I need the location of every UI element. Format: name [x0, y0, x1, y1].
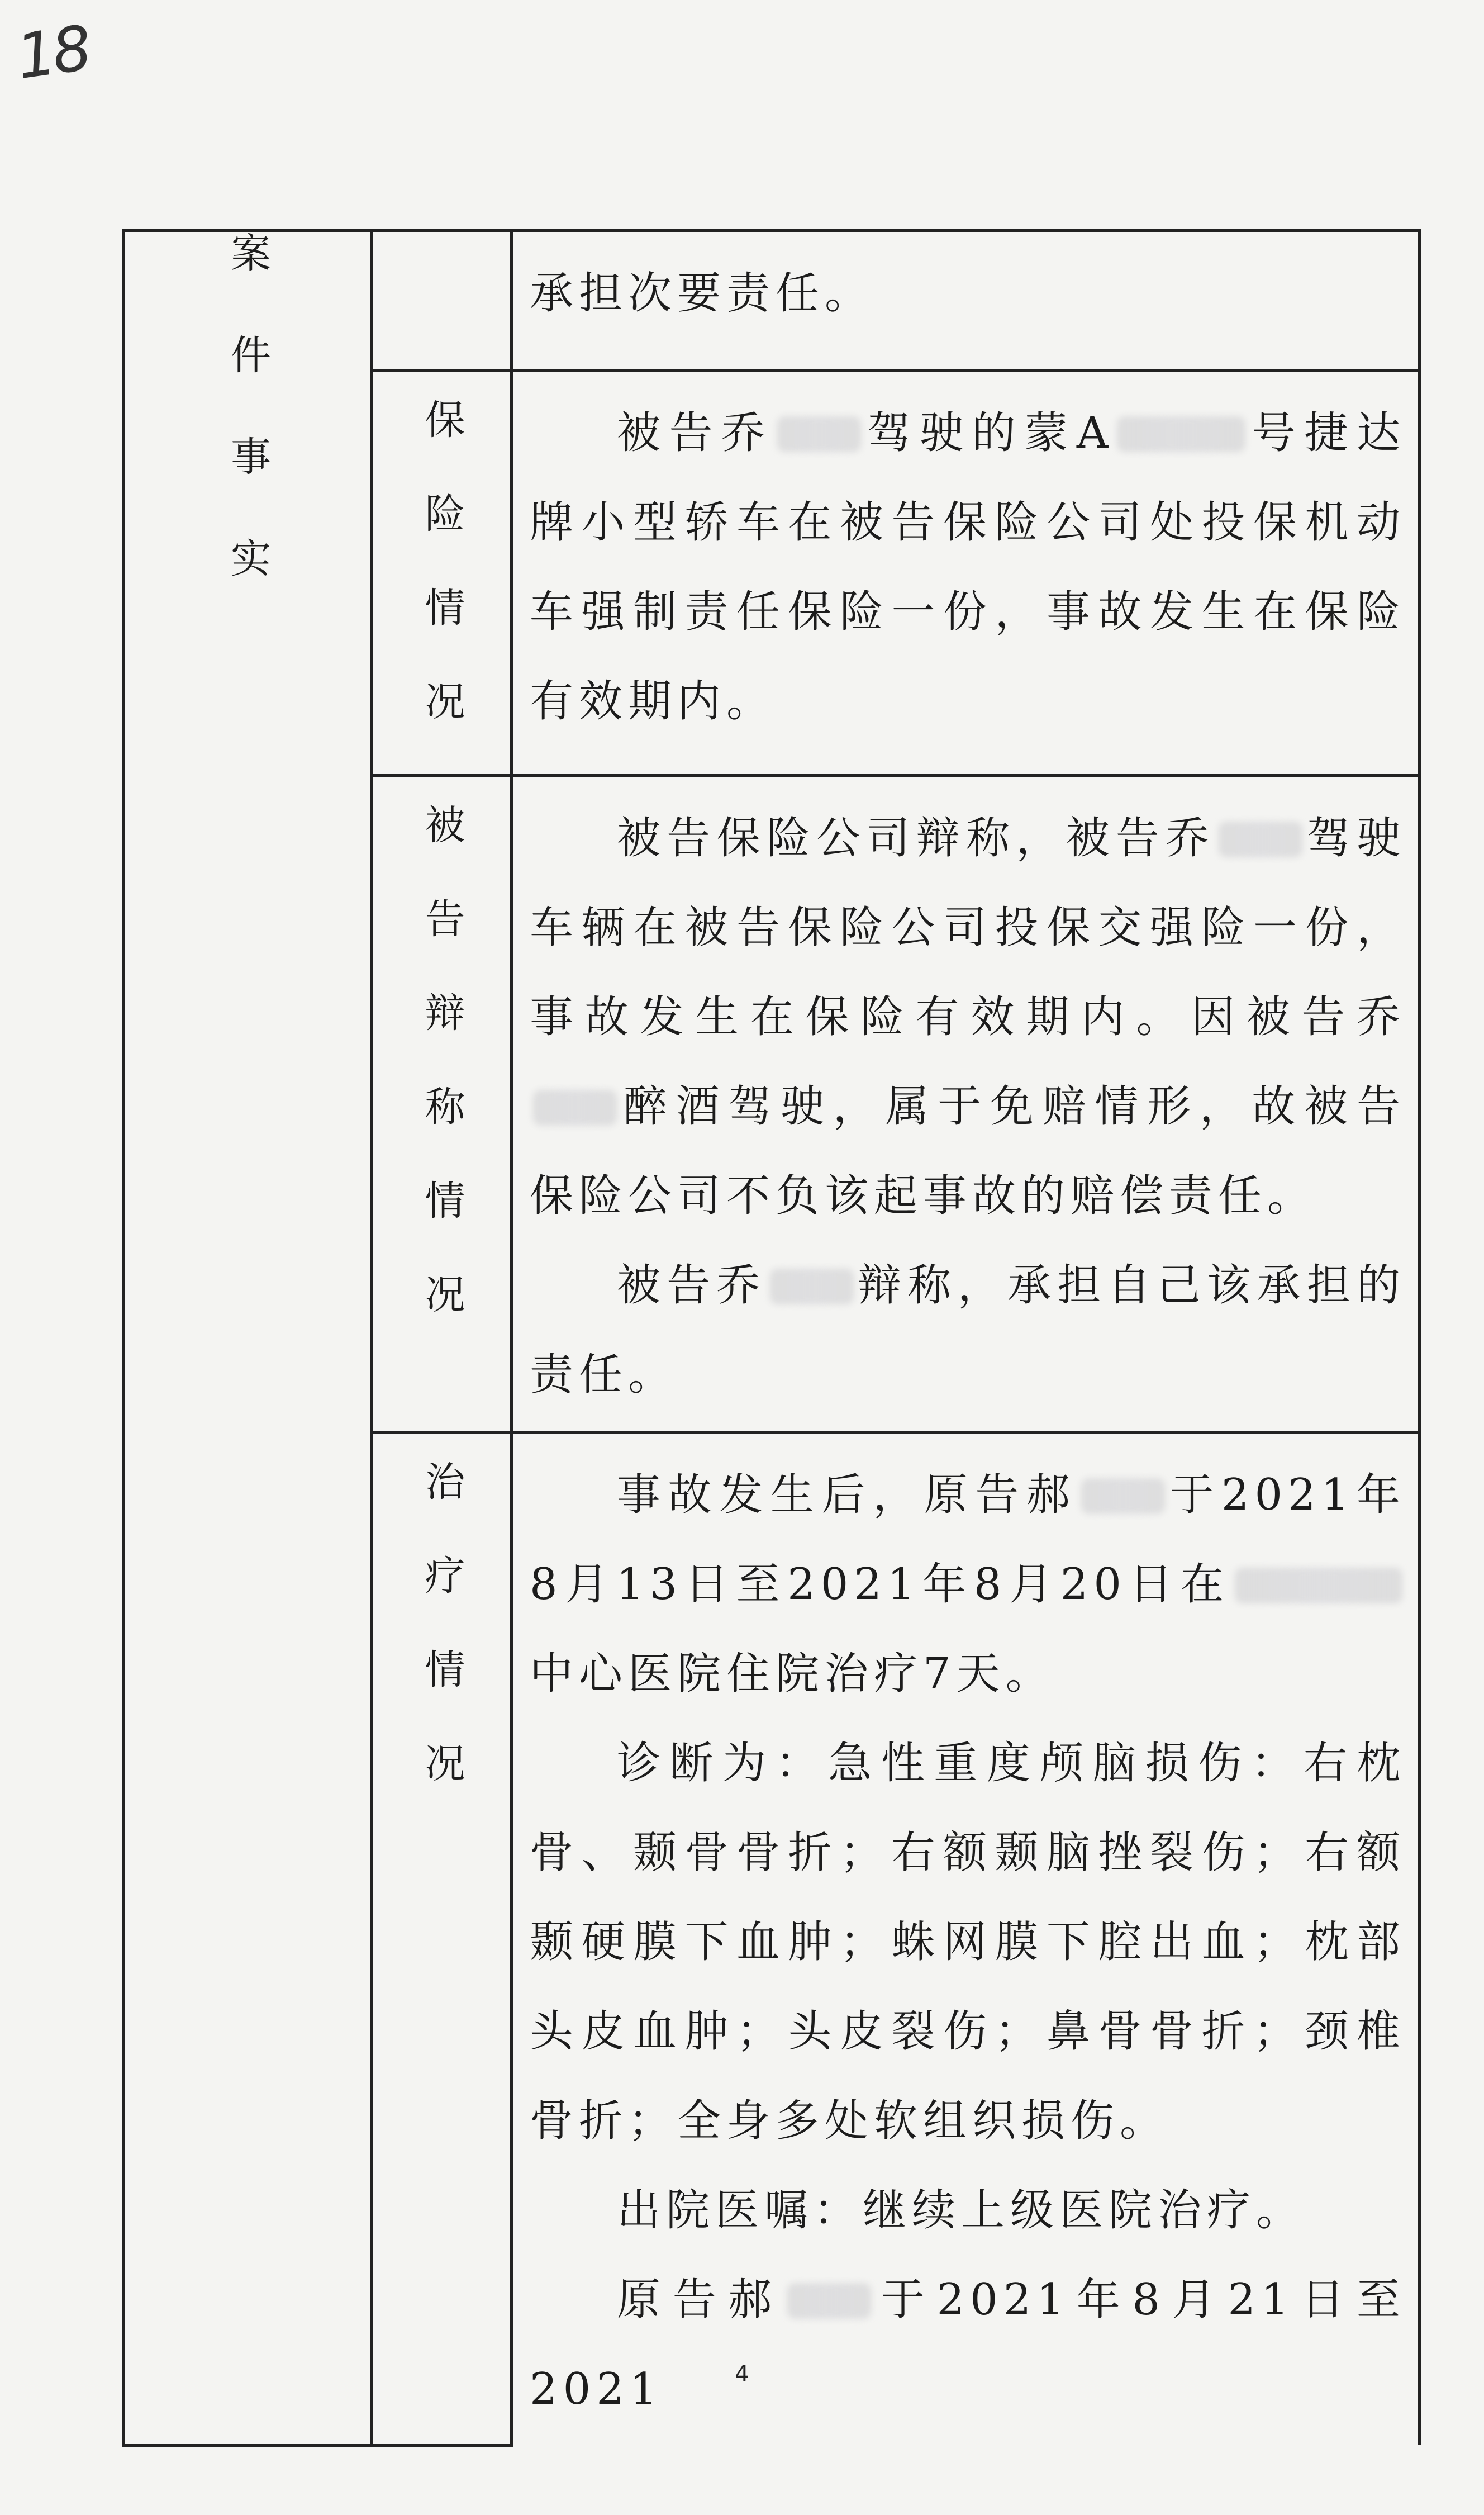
- case-facts-table: [122, 229, 1421, 2447]
- redaction-blur: [1235, 1568, 1402, 1603]
- paragraph: 被告乔 驾驶的蒙A 号捷达牌小型轿车在被告保险公司处投保机动车强制责任保险一份，事故发生在保险有效期内。: [530, 408, 1406, 727]
- row-label-insurance: 保险情况: [418, 398, 465, 774]
- paragraph: 被告乔 辩称，承担自己该承担的责任。: [530, 1260, 1406, 1400]
- paragraph: 事故发生后，原告郝 于2021年8月13日至2021年8月20日在中心医院住院治疗7天。: [530, 1470, 1406, 1699]
- section-label-cell: [123, 231, 372, 2446]
- redaction-blur: [1219, 822, 1302, 857]
- redaction-blur: [777, 416, 861, 452]
- row-content-cell: [512, 231, 1420, 371]
- row-label-treatment: 治疗情况: [418, 1460, 465, 1836]
- redaction-blur: [787, 2283, 871, 2319]
- paragraph: 被告保险公司辩称，被告乔 驾驶车辆在被告保险公司投保交强险一份，事故发生在保险有效期内。因被告乔醉酒驾驶，属于免赔情形，故被告保险公司不负该起事故的赔偿责任。: [530, 813, 1406, 1221]
- row-label-cell: [372, 1432, 512, 2446]
- row-content-cell: [512, 776, 1420, 1432]
- redaction-blur: [533, 1090, 617, 1126]
- page-number: 4: [735, 2361, 749, 2387]
- table-row: [123, 231, 1420, 371]
- paragraph: 诊断为：急性重度颅脑损伤：右枕骨、颞骨骨折；右额颞脑挫裂伤；右额颞硬膜下血肿；蛛网膜下腔出血；枕部头皮血肿；头皮裂伤；鼻骨骨折；颈椎骨折；全身多处软组织损伤。: [530, 1738, 1406, 2146]
- row-label-cell: [372, 371, 512, 776]
- handwritten-page-mark: 18: [12, 12, 93, 93]
- paragraph: 出院医嘱：继续上级医院治疗。: [617, 2185, 1306, 2236]
- row-label-cell: [372, 231, 512, 371]
- row-content-cell: [512, 1432, 1420, 2446]
- section-label: 案件事实: [224, 232, 271, 639]
- redaction-blur: [1117, 416, 1245, 452]
- paragraph: 原告郝 于2021年8月21日至2021: [530, 2275, 1406, 2414]
- row-content-cell: [512, 371, 1420, 776]
- redaction-blur: [770, 1269, 854, 1304]
- paragraph: 承担次要责任。: [530, 268, 874, 319]
- row-label-cell: [372, 776, 512, 1432]
- redaction-blur: [1081, 1478, 1165, 1514]
- row-label-defense: 被告辩称情况: [418, 804, 465, 1367]
